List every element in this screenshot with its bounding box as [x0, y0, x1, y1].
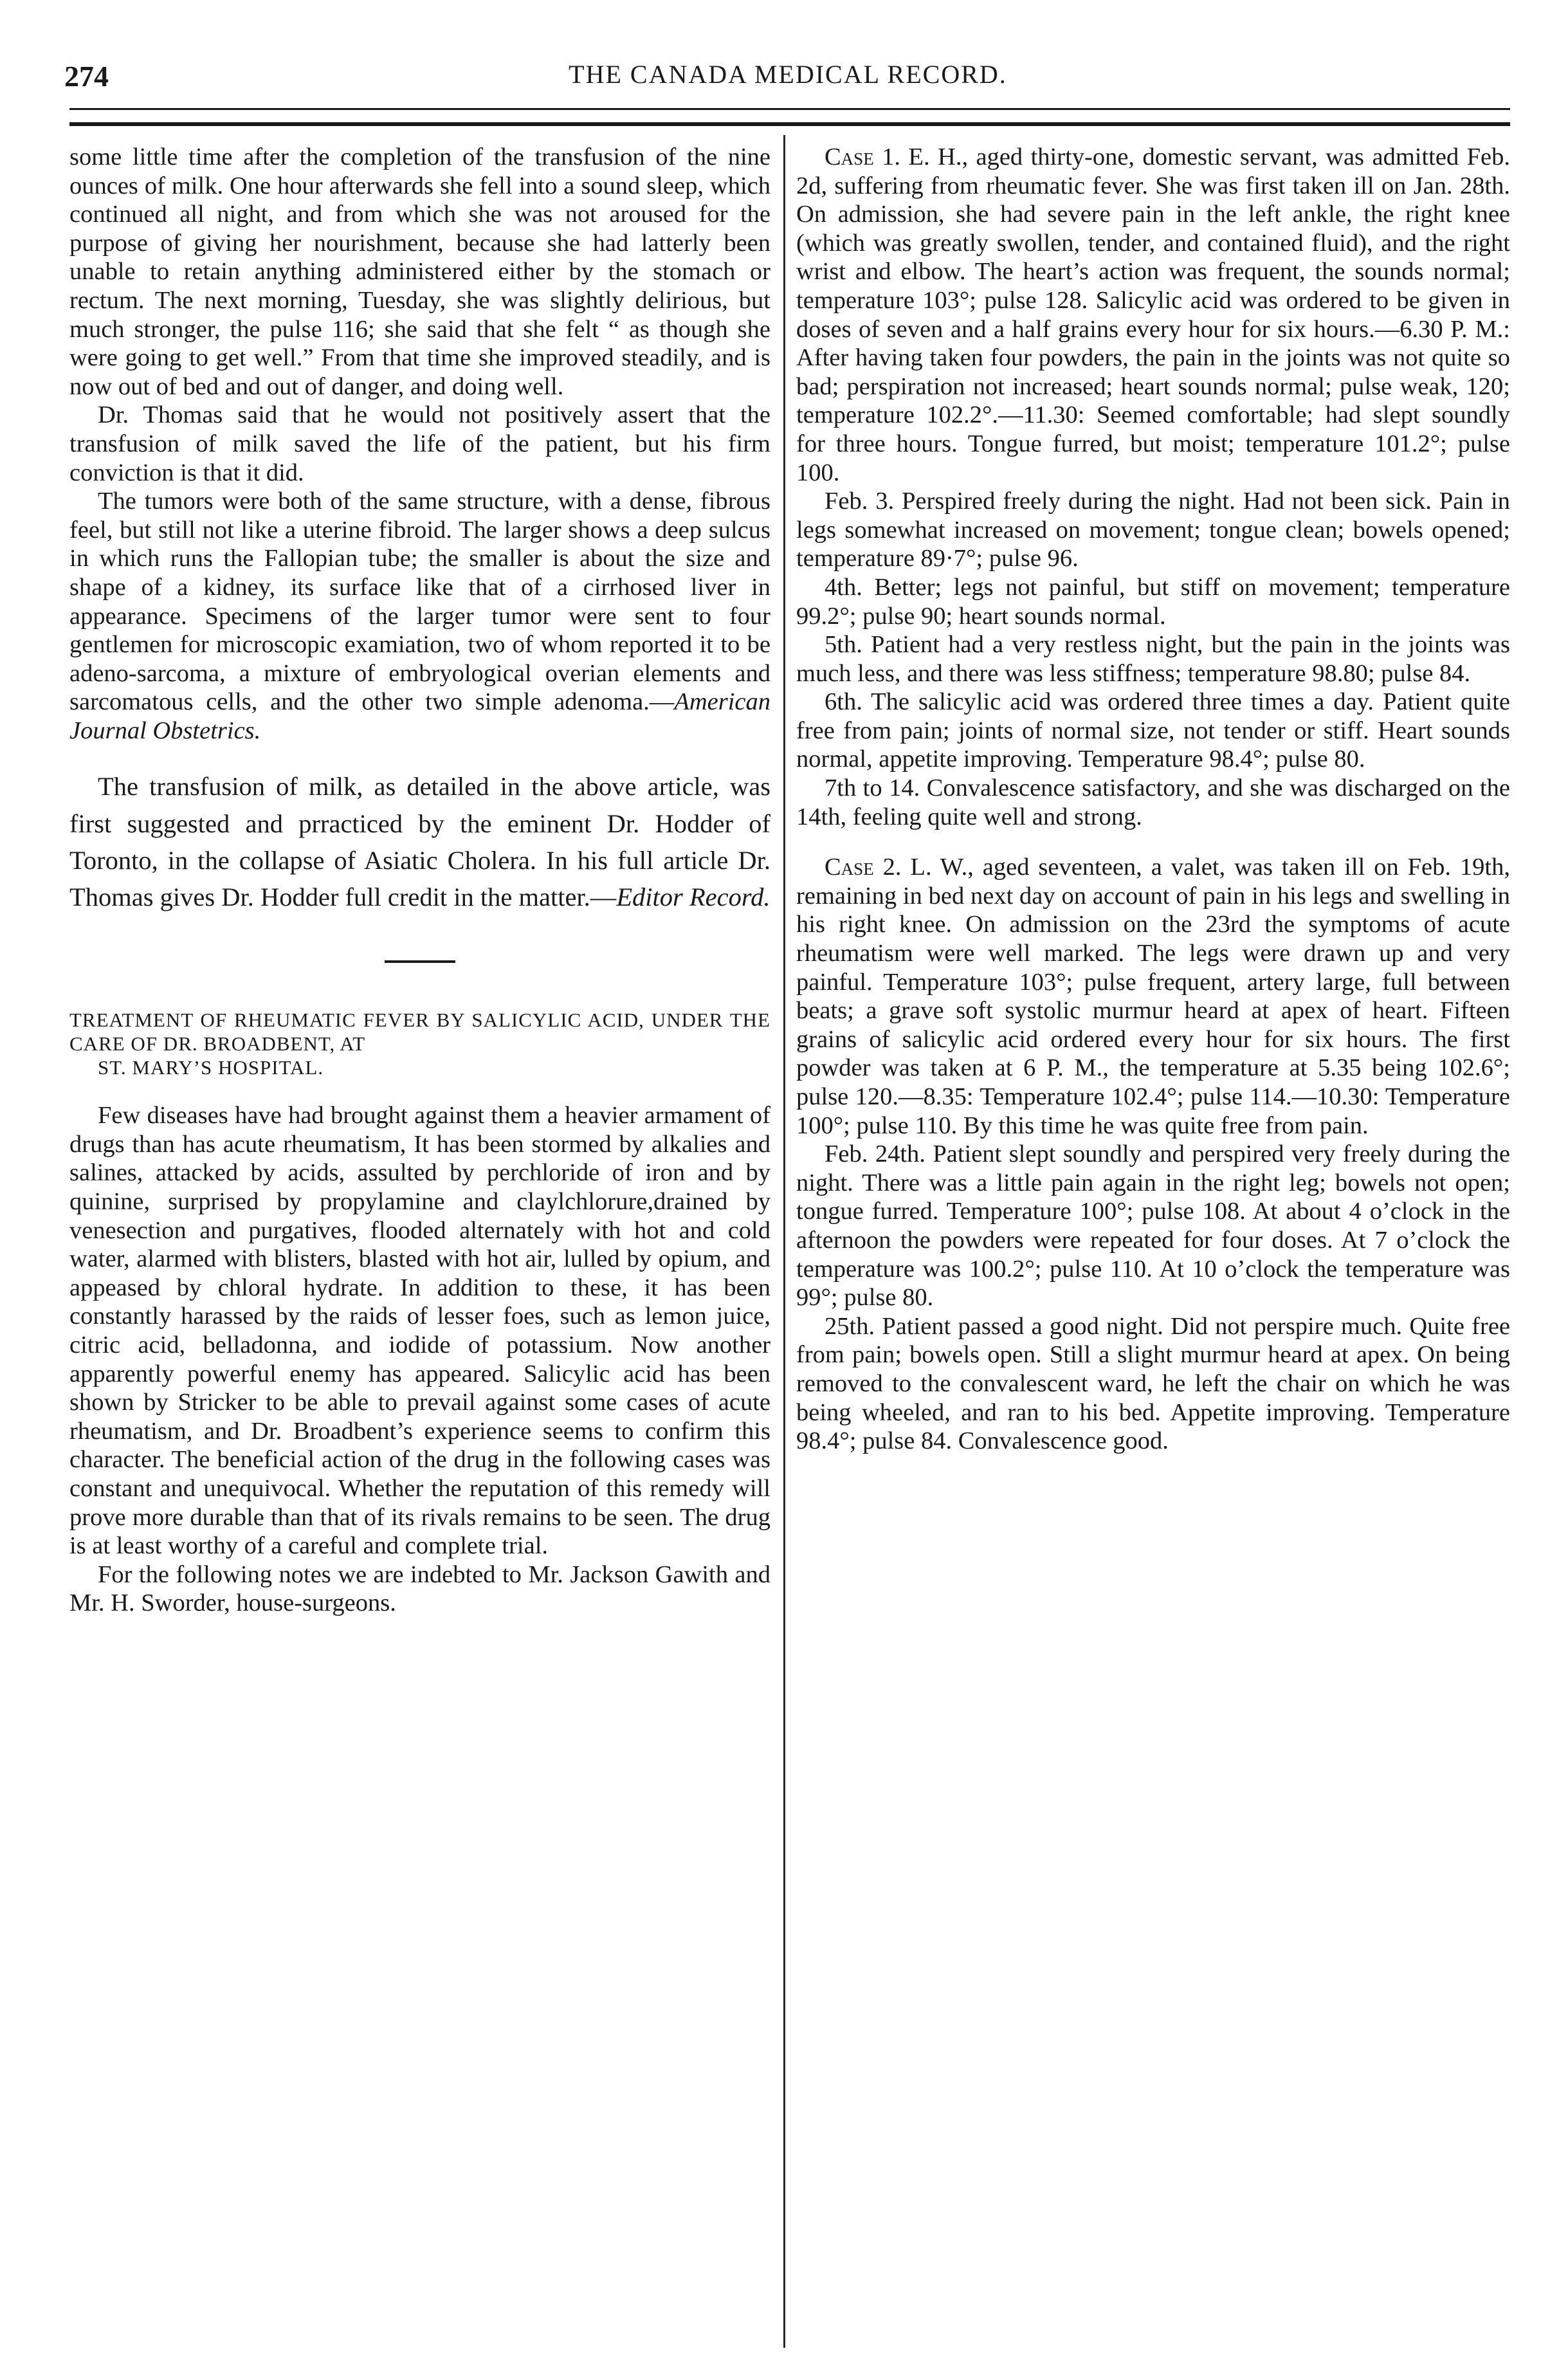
article-title-line1: TREATMENT OF RHEUMATIC FEVER BY SALICYLIC ACID, UNDER THE CARE OF DR. BROADBENT, AT — [69, 1009, 770, 1056]
editor-note-text: The transfusion of milk, as detailed in the above article, was first suggested and prracticed by the eminent Dr. Hodder of Toronto, in the collapse of Asiatic Cholera. In his full article Dr. Thomas gives Dr. Hodder full credit in the matter.— — [69, 772, 770, 912]
acknowledgement-paragraph: For the following notes we are indebted to Mr. Jackson Gawith and Mr. H. Sworder, house-surgeons. — [69, 1560, 770, 1617]
thomas-paragraph: Dr. Thomas said that he would not positively assert that the transfusion of milk saved the life of the patient, but his firm conviction is that it did. — [69, 401, 770, 486]
page-header — [64, 59, 1511, 98]
article-title-line2: ST. MARY’S HOSPITAL. — [98, 1056, 324, 1079]
article-title — [69, 1008, 770, 1079]
tumors-source: American Journal Obstetrics. — [69, 688, 770, 744]
case1-day6: 6th. The salicylic acid was ordered three times a day. Patient quite free from pain; joints of normal size, not tender or stiff. Heart sounds normal, appetite improving. Temperature 98.4°; pulse 80. — [796, 688, 1510, 773]
tumors-text: The tumors were both of the same structure, with a dense, fibrous feel, but still not like a uterine fibroid. The larger shows a deep sulcus in which runs the Fallopian tube; the smaller is about the size and shape of a kidney, its surface like that of a cirrhosed liver in appearance. Specimens of the larger tumor were sent to four gentlemen for microscopic examiation, two of whom reported it to be adeno-sarcoma, a mixture of embryological overian elements and sarcomatous cells, and the other two simple adenoma.— — [69, 488, 770, 716]
column-divider — [783, 135, 785, 2348]
case2-paragraph — [796, 853, 1510, 1140]
case1-day7-14: 7th to 14. Convalescence satisfactory, and she was discharged on the 14th, feeling quite well and strong. — [796, 774, 1510, 830]
case1-label: Case 1. — [825, 143, 900, 170]
section-divider — [385, 960, 455, 963]
case2-text: L. W., aged seventeen, a valet, was taken ill on Feb. 19th, remaining in bed next day on account of pain in his legs and swelling in his right knee. On admission on the 23rd the symptoms of acute rheumatism were well marked. The legs were drawn up and very painful. Temperature 103°; pulse frequent, artery large, full between beats; a grave soft systolic murmur heard at apex of heart. Fifteen grains of salicylic acid ordered every hour for six hours. The first powder was taken at 6 P. M., the temperature at 5.35 being 102.6°; pulse 120.—8.35: Temperature 102.4°; pulse 114.—10.30: Temperature 100°; pulse 110. By this time he was quite free from pain. — [796, 854, 1511, 1139]
case1-day5: 5th. Patient had a very restless night, but the pain in the joints was much less, and there was less stiffness; temperature 98.80; pulse 84. — [796, 631, 1510, 687]
case2-label: Case 2. — [825, 854, 902, 881]
left-column — [69, 143, 770, 1618]
case2-day25: 25th. Patient passed a good night. Did not perspire much. Quite free from pain; bowels open. Still a slight murmur heard at apex. On being removed to the convalescent ward, he left the chair on which he was being wheeled, and ran to his bed. Appetite improving. Temperature 98.4°; pulse 84. Convalescence good. — [796, 1312, 1510, 1455]
case1-paragraph — [796, 143, 1510, 487]
case1-text: E. H., aged thirty-one, domestic servant, was admitted Feb. 2d, suffering from rheumatic fever. She was first taken ill on Jan. 28th. On admission, she had severe pain in the left ankle, the right knee (which was greatly swollen, tender, and contained fluid), and the right wrist and elbow. The heart’s action was frequent, the sounds normal; temperature 103°; pulse 128. Salicylic acid was ordered to be given in doses of seven and a half grains every hour for six hours.—6.30 P. M.: After having taken four powders, the pain in the joints was not quite so bad; perspiration not increased; heart sounds normal; pulse weak, 120; temperature 102.2°.—11.30: Seemed comfortable; had slept soundly for three hours. Tongue furred, but moist; temperature 101.2°; pulse 100. — [796, 143, 1511, 486]
transfusion-paragraph: some little time after the completion of the transfusion of the nine ounces of milk. One hour afterwards she fell into a sound sleep, which continued all night, and from which she was not aroused for the purpose of giving her nourishment, because she had latterly been unable to retain anything administered either by the stomach or rectum. The next morning, Tuesday, she was slightly delirious, but much stronger, the pulse 116; she said that she felt “ as though she were going to get well.” From that time she improved steadily, and is now out of bed and out of danger, and doing well. — [69, 143, 770, 400]
article-intro-paragraph: Few diseases have had brought against them a heavier armament of drugs than has acute rheumatism, It has been stormed by alkalies and salines, attacked by acids, assulted by perchloride of iron and by quinine, surprised by propylamine and claylchlorure,drained by venesection and purgatives, flooded alternately with hot and cold water, alarmed with blisters, blasted with hot air, lulled by opium, and appeased by chloral hydrate. In addition to these, it has been constantly harassed by the raids of lesser foes, such as lemon juice, citric acid, belladonna, and iodide of potassium. Now another apparently powerful enemy has appeared. Salicylic acid has been shown by Stricker to be able to prevail against some cases of acute rheumatism, and Dr. Broadbent’s experience seems to confirm this character. The beneficial action of the drug in the following cases was constant and unequivocal. Whether the reputation of this remedy will prove more durable than that of its rivals remains to be seen. The drug is at least worthy of a careful and complete trial. — [69, 1102, 770, 1560]
right-column — [796, 143, 1510, 1456]
editor-note — [69, 768, 770, 915]
case2-feb24: Feb. 24th. Patient slept soundly and perspired very freely during the night. There was a little pain again in the right leg; bowels not open; tongue furred. Temperature 100°; pulse 108. At about 4 o’clock in the afternoon the powders were repeated for four doses. At 7 o’clock the temperature was 100.2°; pulse 110. At 10 o’clock the temperature was 99°; pulse 80. — [796, 1140, 1510, 1312]
case1-feb3: Feb. 3. Perspired freely during the night. Had not been sick. Pain in legs somewhat increased on movement; tongue clean; bowels opened; temperature 89·7°; pulse 96. — [796, 488, 1510, 572]
tumors-paragraph — [69, 487, 770, 745]
case1-day4: 4th. Better; legs not painful, but stiff on movement; temperature 99.2°; pulse 90; heart sounds normal. — [796, 573, 1510, 630]
running-title: THE CANADA MEDICAL RECORD. — [569, 60, 1007, 89]
page-number: 274 — [64, 60, 109, 93]
editor-note-source: Editor Record. — [616, 883, 770, 912]
header-rule-thin — [69, 108, 1510, 110]
header-rule-thick — [69, 122, 1510, 126]
